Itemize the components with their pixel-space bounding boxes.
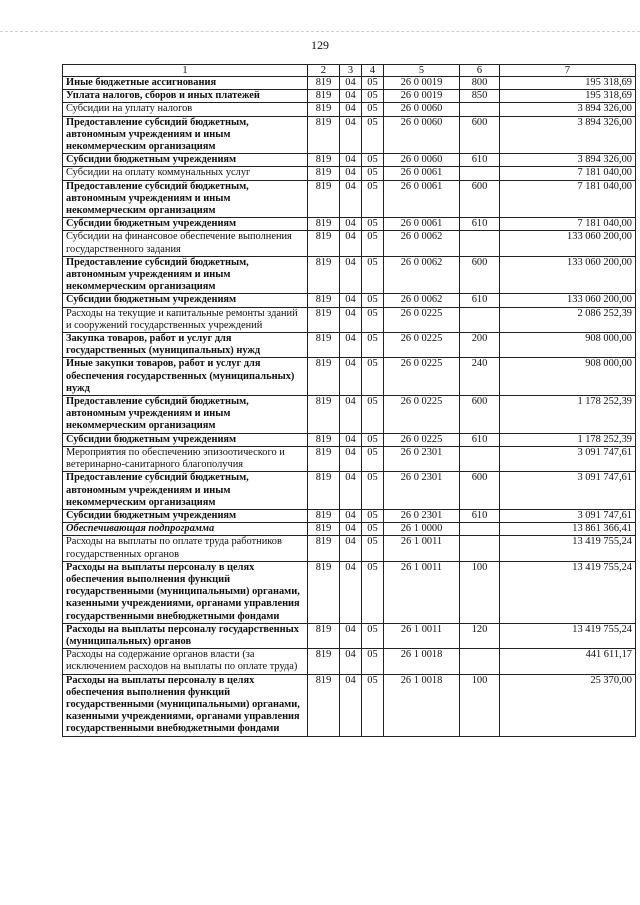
row-admin-code-cell: 819 bbox=[308, 358, 340, 396]
row-target-article-cell: 26 0 0225 bbox=[384, 333, 460, 358]
row-name-cell: Расходы на содержание органов власти (за исключением расходов на выплаты по оплате труда) bbox=[63, 649, 308, 674]
row-amount-cell: 2 086 252,39 bbox=[500, 307, 636, 332]
row-subsection-cell: 05 bbox=[362, 523, 384, 536]
row-amount-cell: 3 894 326,00 bbox=[500, 154, 636, 167]
budget-table bbox=[62, 64, 636, 737]
row-amount-cell: 908 000,00 bbox=[500, 333, 636, 358]
row-name-cell: Субсидии бюджетным учреждениям bbox=[63, 218, 308, 231]
row-expense-type-cell: 610 bbox=[460, 433, 500, 446]
row-admin-code-cell: 819 bbox=[308, 623, 340, 648]
row-expense-type-cell: 850 bbox=[460, 90, 500, 103]
row-expense-type-cell: 600 bbox=[460, 396, 500, 434]
row-amount-cell: 3 091 747,61 bbox=[500, 509, 636, 522]
table-row bbox=[63, 154, 636, 167]
row-section-cell: 04 bbox=[340, 649, 362, 674]
row-subsection-cell: 05 bbox=[362, 294, 384, 307]
row-admin-code-cell: 819 bbox=[308, 167, 340, 180]
row-admin-code-cell: 819 bbox=[308, 523, 340, 536]
row-admin-code-cell: 819 bbox=[308, 294, 340, 307]
row-subsection-cell: 05 bbox=[362, 472, 384, 510]
row-amount-cell: 195 318,69 bbox=[500, 77, 636, 90]
row-amount-cell: 13 419 755,24 bbox=[500, 561, 636, 623]
row-admin-code-cell: 819 bbox=[308, 231, 340, 256]
header-col-3: 3 bbox=[340, 65, 362, 77]
table-row bbox=[63, 623, 636, 648]
table-row bbox=[63, 396, 636, 434]
row-target-article-cell: 26 1 0011 bbox=[384, 623, 460, 648]
row-section-cell: 04 bbox=[340, 154, 362, 167]
table-row bbox=[63, 509, 636, 522]
row-section-cell: 04 bbox=[340, 523, 362, 536]
row-amount-cell: 7 181 040,00 bbox=[500, 167, 636, 180]
row-amount-cell: 13 419 755,24 bbox=[500, 536, 636, 561]
row-name-cell: Субсидии бюджетным учреждениям bbox=[63, 154, 308, 167]
row-section-cell: 04 bbox=[340, 103, 362, 116]
row-section-cell: 04 bbox=[340, 509, 362, 522]
row-target-article-cell: 26 0 0225 bbox=[384, 396, 460, 434]
table-row bbox=[63, 536, 636, 561]
row-section-cell: 04 bbox=[340, 180, 362, 218]
table-row bbox=[63, 256, 636, 294]
row-admin-code-cell: 819 bbox=[308, 154, 340, 167]
row-expense-type-cell bbox=[460, 231, 500, 256]
table-row bbox=[63, 218, 636, 231]
row-target-article-cell: 26 0 0060 bbox=[384, 116, 460, 154]
row-expense-type-cell: 120 bbox=[460, 623, 500, 648]
table-row bbox=[63, 649, 636, 674]
row-name-cell: Субсидии на уплату налогов bbox=[63, 103, 308, 116]
header-col-2: 2 bbox=[308, 65, 340, 77]
row-amount-cell: 133 060 200,00 bbox=[500, 231, 636, 256]
row-target-article-cell: 26 0 0225 bbox=[384, 307, 460, 332]
row-name-cell: Субсидии бюджетным учреждениям bbox=[63, 433, 308, 446]
row-amount-cell: 195 318,69 bbox=[500, 90, 636, 103]
row-admin-code-cell: 819 bbox=[308, 536, 340, 561]
row-expense-type-cell bbox=[460, 536, 500, 561]
row-expense-type-cell: 610 bbox=[460, 218, 500, 231]
row-target-article-cell: 26 0 0062 bbox=[384, 294, 460, 307]
row-name-cell: Расходы на выплаты персоналу в целях обеспечения выполнения функций государственными (муниципальными) органами, казенными учреждениями, органами управления государственными внебюджетными фондами bbox=[63, 674, 308, 736]
row-expense-type-cell: 600 bbox=[460, 472, 500, 510]
row-name-cell: Расходы на текущие и капитальные ремонты зданий и сооружений государственных учреждений bbox=[63, 307, 308, 332]
row-expense-type-cell bbox=[460, 446, 500, 471]
row-target-article-cell: 26 0 0019 bbox=[384, 90, 460, 103]
row-expense-type-cell: 600 bbox=[460, 116, 500, 154]
row-target-article-cell: 26 0 0225 bbox=[384, 433, 460, 446]
row-subsection-cell: 05 bbox=[362, 103, 384, 116]
row-amount-cell: 7 181 040,00 bbox=[500, 180, 636, 218]
row-amount-cell: 133 060 200,00 bbox=[500, 294, 636, 307]
row-target-article-cell: 26 1 0018 bbox=[384, 674, 460, 736]
row-name-cell: Предоставление субсидий бюджетным, автономным учреждениям и иным некоммерческим организациям bbox=[63, 116, 308, 154]
row-subsection-cell: 05 bbox=[362, 446, 384, 471]
row-subsection-cell: 05 bbox=[362, 90, 384, 103]
row-target-article-cell: 26 0 0062 bbox=[384, 256, 460, 294]
header-col-4: 4 bbox=[362, 65, 384, 77]
table-row bbox=[63, 77, 636, 90]
row-name-cell: Предоставление субсидий бюджетным, автономным учреждениям и иным некоммерческим организациям bbox=[63, 396, 308, 434]
row-admin-code-cell: 819 bbox=[308, 77, 340, 90]
row-amount-cell: 1 178 252,39 bbox=[500, 433, 636, 446]
table-row bbox=[63, 446, 636, 471]
row-name-cell: Закупка товаров, работ и услуг для государственных (муниципальных) нужд bbox=[63, 333, 308, 358]
row-target-article-cell: 26 0 0060 bbox=[384, 154, 460, 167]
row-subsection-cell: 05 bbox=[362, 509, 384, 522]
row-expense-type-cell: 610 bbox=[460, 509, 500, 522]
header-col-5: 5 bbox=[384, 65, 460, 77]
table-header-row bbox=[63, 65, 636, 77]
row-expense-type-cell: 610 bbox=[460, 294, 500, 307]
row-subsection-cell: 05 bbox=[362, 396, 384, 434]
row-subsection-cell: 05 bbox=[362, 218, 384, 231]
row-section-cell: 04 bbox=[340, 307, 362, 332]
row-section-cell: 04 bbox=[340, 536, 362, 561]
row-expense-type-cell: 610 bbox=[460, 154, 500, 167]
row-expense-type-cell: 240 bbox=[460, 358, 500, 396]
scan-edge-line bbox=[0, 31, 640, 32]
row-admin-code-cell: 819 bbox=[308, 103, 340, 116]
row-name-cell: Субсидии на финансовое обеспечение выполнения государственного задания bbox=[63, 231, 308, 256]
row-name-cell: Расходы на выплаты персоналу в целях обеспечения выполнения функций государственными (муниципальными) органами, казенными учреждениями, органами управления государственными внебюджетными фондами bbox=[63, 561, 308, 623]
row-subsection-cell: 05 bbox=[362, 536, 384, 561]
row-target-article-cell: 26 1 0011 bbox=[384, 536, 460, 561]
row-section-cell: 04 bbox=[340, 167, 362, 180]
row-subsection-cell: 05 bbox=[362, 116, 384, 154]
row-admin-code-cell: 819 bbox=[308, 333, 340, 358]
row-target-article-cell: 26 0 0061 bbox=[384, 180, 460, 218]
row-admin-code-cell: 819 bbox=[308, 256, 340, 294]
table-row bbox=[63, 231, 636, 256]
row-amount-cell: 133 060 200,00 bbox=[500, 256, 636, 294]
row-section-cell: 04 bbox=[340, 446, 362, 471]
row-name-cell: Иные закупки товаров, работ и услуг для обеспечения государственных (муниципальных) нужд bbox=[63, 358, 308, 396]
row-target-article-cell: 26 0 2301 bbox=[384, 472, 460, 510]
row-subsection-cell: 05 bbox=[362, 561, 384, 623]
table-row bbox=[63, 167, 636, 180]
row-name-cell: Предоставление субсидий бюджетным, автономным учреждениям и иным некоммерческим организациям bbox=[63, 472, 308, 510]
row-amount-cell: 1 178 252,39 bbox=[500, 396, 636, 434]
table-row bbox=[63, 523, 636, 536]
row-section-cell: 04 bbox=[340, 256, 362, 294]
row-name-cell: Субсидии бюджетным учреждениям bbox=[63, 294, 308, 307]
row-target-article-cell: 26 1 0018 bbox=[384, 649, 460, 674]
row-subsection-cell: 05 bbox=[362, 307, 384, 332]
row-admin-code-cell: 819 bbox=[308, 180, 340, 218]
row-target-article-cell: 26 1 0000 bbox=[384, 523, 460, 536]
row-admin-code-cell: 819 bbox=[308, 218, 340, 231]
row-subsection-cell: 05 bbox=[362, 674, 384, 736]
row-section-cell: 04 bbox=[340, 472, 362, 510]
row-target-article-cell: 26 0 0019 bbox=[384, 77, 460, 90]
table-row bbox=[63, 180, 636, 218]
row-subsection-cell: 05 bbox=[362, 649, 384, 674]
row-subsection-cell: 05 bbox=[362, 256, 384, 294]
header-col-6: 6 bbox=[460, 65, 500, 77]
table-row bbox=[63, 307, 636, 332]
row-expense-type-cell: 100 bbox=[460, 561, 500, 623]
row-admin-code-cell: 819 bbox=[308, 674, 340, 736]
row-target-article-cell: 26 0 0061 bbox=[384, 167, 460, 180]
row-amount-cell: 3 091 747,61 bbox=[500, 472, 636, 510]
row-amount-cell: 908 000,00 bbox=[500, 358, 636, 396]
row-amount-cell: 13 861 366,41 bbox=[500, 523, 636, 536]
row-admin-code-cell: 819 bbox=[308, 433, 340, 446]
table-row bbox=[63, 294, 636, 307]
row-admin-code-cell: 819 bbox=[308, 649, 340, 674]
row-admin-code-cell: 819 bbox=[308, 116, 340, 154]
row-section-cell: 04 bbox=[340, 218, 362, 231]
row-name-cell: Расходы на выплаты персоналу государственных (муниципальных) органов bbox=[63, 623, 308, 648]
row-section-cell: 04 bbox=[340, 333, 362, 358]
table-body bbox=[63, 77, 636, 737]
table-row bbox=[63, 433, 636, 446]
row-subsection-cell: 05 bbox=[362, 154, 384, 167]
table-row bbox=[63, 561, 636, 623]
table-row bbox=[63, 90, 636, 103]
row-expense-type-cell: 600 bbox=[460, 180, 500, 218]
row-name-cell: Обеспечивающая подпрограмма bbox=[63, 523, 308, 536]
row-amount-cell: 7 181 040,00 bbox=[500, 218, 636, 231]
row-target-article-cell: 26 0 0061 bbox=[384, 218, 460, 231]
row-amount-cell: 25 370,00 bbox=[500, 674, 636, 736]
row-section-cell: 04 bbox=[340, 294, 362, 307]
table-row bbox=[63, 103, 636, 116]
row-expense-type-cell bbox=[460, 649, 500, 674]
row-target-article-cell: 26 0 0060 bbox=[384, 103, 460, 116]
row-name-cell: Субсидии бюджетным учреждениям bbox=[63, 509, 308, 522]
row-expense-type-cell bbox=[460, 307, 500, 332]
row-expense-type-cell bbox=[460, 103, 500, 116]
row-name-cell: Субсидии на оплату коммунальных услуг bbox=[63, 167, 308, 180]
row-amount-cell: 441 611,17 bbox=[500, 649, 636, 674]
header-col-1: 1 bbox=[63, 65, 308, 77]
table-row bbox=[63, 472, 636, 510]
row-admin-code-cell: 819 bbox=[308, 396, 340, 434]
page-number: 129 bbox=[311, 38, 329, 52]
row-expense-type-cell: 800 bbox=[460, 77, 500, 90]
row-admin-code-cell: 819 bbox=[308, 561, 340, 623]
row-name-cell: Иные бюджетные ассигнования bbox=[63, 77, 308, 90]
row-subsection-cell: 05 bbox=[362, 433, 384, 446]
header-col-7: 7 bbox=[500, 65, 636, 77]
table-row bbox=[63, 674, 636, 736]
row-subsection-cell: 05 bbox=[362, 358, 384, 396]
row-amount-cell: 3 894 326,00 bbox=[500, 116, 636, 154]
table-row bbox=[63, 358, 636, 396]
row-subsection-cell: 05 bbox=[362, 167, 384, 180]
row-section-cell: 04 bbox=[340, 116, 362, 154]
row-target-article-cell: 26 0 0062 bbox=[384, 231, 460, 256]
row-subsection-cell: 05 bbox=[362, 623, 384, 648]
row-admin-code-cell: 819 bbox=[308, 307, 340, 332]
row-name-cell: Предоставление субсидий бюджетным, автономным учреждениям и иным некоммерческим организациям bbox=[63, 256, 308, 294]
row-target-article-cell: 26 0 2301 bbox=[384, 446, 460, 471]
row-expense-type-cell: 100 bbox=[460, 674, 500, 736]
row-name-cell: Уплата налогов, сборов и иных платежей bbox=[63, 90, 308, 103]
row-section-cell: 04 bbox=[340, 77, 362, 90]
row-name-cell: Расходы на выплаты по оплате труда работников государственных органов bbox=[63, 536, 308, 561]
row-admin-code-cell: 819 bbox=[308, 509, 340, 522]
row-expense-type-cell bbox=[460, 523, 500, 536]
row-section-cell: 04 bbox=[340, 231, 362, 256]
row-admin-code-cell: 819 bbox=[308, 90, 340, 103]
row-section-cell: 04 bbox=[340, 623, 362, 648]
row-subsection-cell: 05 bbox=[362, 333, 384, 358]
row-target-article-cell: 26 0 2301 bbox=[384, 509, 460, 522]
row-expense-type-cell: 600 bbox=[460, 256, 500, 294]
row-amount-cell: 13 419 755,24 bbox=[500, 623, 636, 648]
row-subsection-cell: 05 bbox=[362, 77, 384, 90]
row-target-article-cell: 26 0 0225 bbox=[384, 358, 460, 396]
row-admin-code-cell: 819 bbox=[308, 446, 340, 471]
row-section-cell: 04 bbox=[340, 358, 362, 396]
row-expense-type-cell: 200 bbox=[460, 333, 500, 358]
row-amount-cell: 3 894 326,00 bbox=[500, 103, 636, 116]
table-row bbox=[63, 116, 636, 154]
row-name-cell: Предоставление субсидий бюджетным, автономным учреждениям и иным некоммерческим организациям bbox=[63, 180, 308, 218]
row-section-cell: 04 bbox=[340, 674, 362, 736]
row-target-article-cell: 26 1 0011 bbox=[384, 561, 460, 623]
row-section-cell: 04 bbox=[340, 561, 362, 623]
row-section-cell: 04 bbox=[340, 90, 362, 103]
row-name-cell: Мероприятия по обеспечению эпизоотического и ветеринарно-санитарного благополучия bbox=[63, 446, 308, 471]
row-admin-code-cell: 819 bbox=[308, 472, 340, 510]
row-subsection-cell: 05 bbox=[362, 231, 384, 256]
row-subsection-cell: 05 bbox=[362, 180, 384, 218]
row-section-cell: 04 bbox=[340, 396, 362, 434]
row-amount-cell: 3 091 747,61 bbox=[500, 446, 636, 471]
table-row bbox=[63, 333, 636, 358]
row-expense-type-cell bbox=[460, 167, 500, 180]
row-section-cell: 04 bbox=[340, 433, 362, 446]
